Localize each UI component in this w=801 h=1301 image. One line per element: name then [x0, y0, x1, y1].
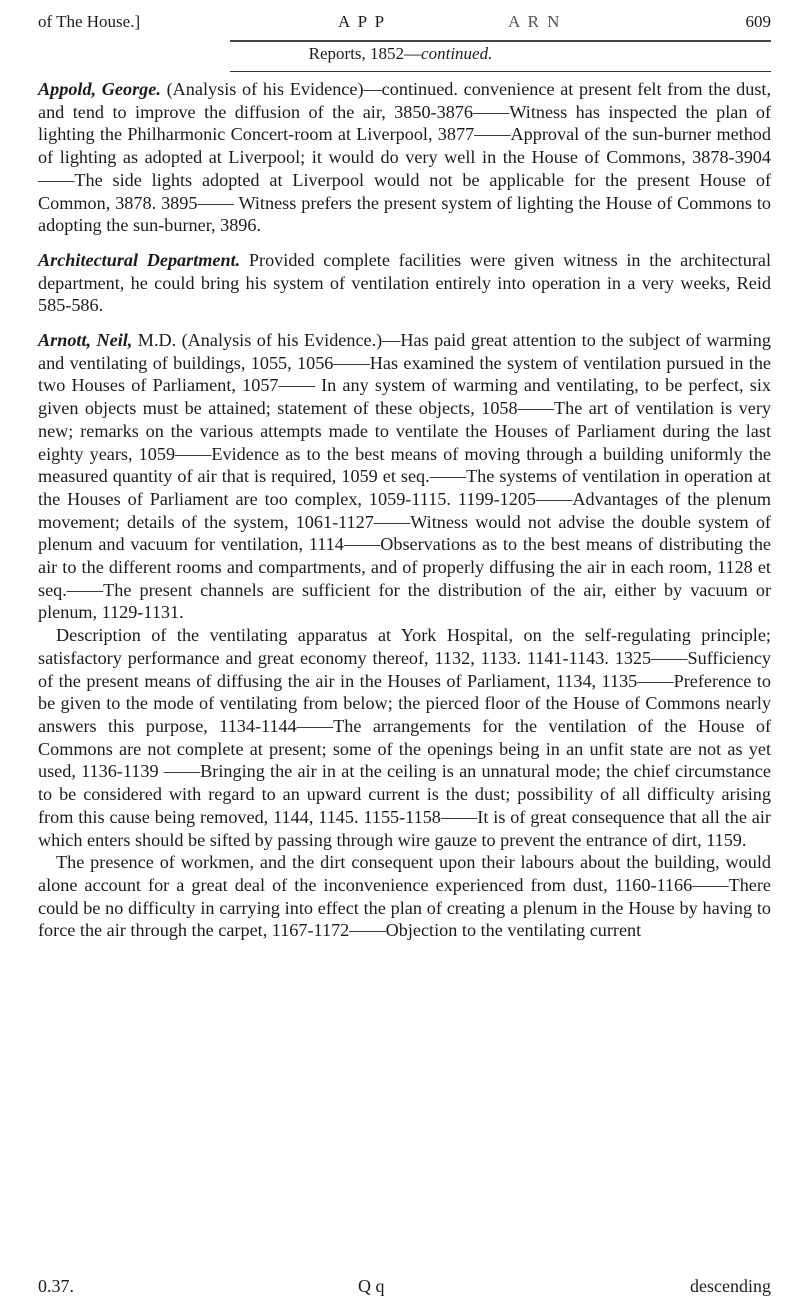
entry-heading: Architectural Department. — [38, 249, 241, 270]
running-head-left: of The House.] — [38, 12, 141, 31]
catchword: descending — [690, 1276, 771, 1296]
signature-mark: 0.37. — [38, 1276, 74, 1296]
running-head — [38, 10, 771, 36]
running-head-index-letters: A P P — [338, 12, 387, 31]
entry-heading: Arnott, Neil, — [38, 330, 133, 351]
entry-paragraph: The presence of workmen, and the dirt consequent upon their labours about the building, would alone account for a great deal of the inconvenience experienced from dust, 1160-1166——There could be no difficulty in carrying into effect the plan of creating a plenum in the House by having to force the air through the carpet, 1167-1172——Objection to the ventilating current — [38, 852, 771, 941]
entry-text: Provided complete facilities were given witness in the architectural department, he could bring his system of ventilation entirely into operation in a very weeks, Reid 585-586. — [38, 249, 772, 316]
entry-heading: Appold, George. — [38, 79, 161, 99]
entry-text: (Analysis of his Evidence)—continued. convenience at present felt from the dust, and tend to improve the diffusion of the air, 3850-3876——Witness has inspected the plan of lighting the Philharmonic Concert-room at Liverpool, 3877——Approval of the sun-burner method of lighting as adopted at Liverpool; it would do very well in the House of Commons, 3878-3904——The side lights adopted at Liverpool would not be applicable for the present House of Common, 3878. 3895—— Witness prefers the present system of lighting the House of Commons to adopting the sun-burner, 3896. — [38, 79, 772, 236]
page-number: 609 — [745, 12, 771, 31]
subtitle-italic: continued. — [421, 44, 493, 63]
entry-architectural-department — [38, 249, 771, 317]
entry-paragraph: Description of the ventilating apparatus at York Hospital, on the self-regulating principle; satisfactory performance and great economy thereof, 1132, 1133. 1141-1143. 1325——Sufficiency of the present means of diffusing the air in the Houses of Parliament, 1134, 1135——Preference to be given to the mode of ventilating from below; the pierced floor of the House of Commons nearly answers this purpose, 1134-1144——The arrangements for the ventilation of the House of Commons are not complete at present; some of the openings being in an unfit state are not as yet used, 1136-1139 ——Bringing the air in at the ceiling is an unnatural mode; the chief circumstance to be considered with regard to an upward current is the dust; possibility of all difficulty arising from this cause being removed, 1144, 1145. 1155-1158——It is of great consequence that all the air which enters should be sifted by passing through wire gauze to prevent the entrance of dirt, 1159. — [38, 625, 771, 850]
entry-arnott — [38, 329, 771, 624]
entry-text: M.D. (Analysis of his Evidence.)—Has paid great attention to the subject of warming and ventilating of buildings, 1055, 1056——Has examined the system of ventilation pursued in the two Houses of Parliament, 1057—— In any system of warming and ventilating, to be perfect, six given objects must be attained; statement of these objects, 1058——The art of ventilation is very new; remarks on the various attempts made to ventilate the Houses of Parliament during the last eighty years, 1059——Evidence as to the best means of moving through a building uniformly the measured quantity of air that is required, 1059 et seq.——The systems of ventilation in operation at the Houses of Parliament are too complex, 1059-1115. 1199-1205——Advantages of the plenum movement; details of the system, 1061-1127——Witness would not advise the double system of plenum and vacuum for ventilation, 1114——Observations as to the best means of distributing the air to the different rooms and compartments, and of properly diffusing the air in each room, 1128 et seq.——The present channels are sufficient for the distribution of the air, either by vacuum or plenum, 1129-1131. — [38, 330, 771, 623]
subtitle-text: Reports, 1852— — [308, 44, 422, 63]
header-rule — [230, 40, 771, 42]
running-head-index-letters-2: A R N — [508, 12, 562, 31]
section-subtitle — [0, 44, 801, 64]
entry-appold — [38, 78, 771, 237]
index-body — [38, 78, 771, 942]
subtitle-rule — [230, 71, 771, 72]
page-footer — [38, 1276, 771, 1298]
gathering-mark: Q q — [358, 1276, 385, 1296]
